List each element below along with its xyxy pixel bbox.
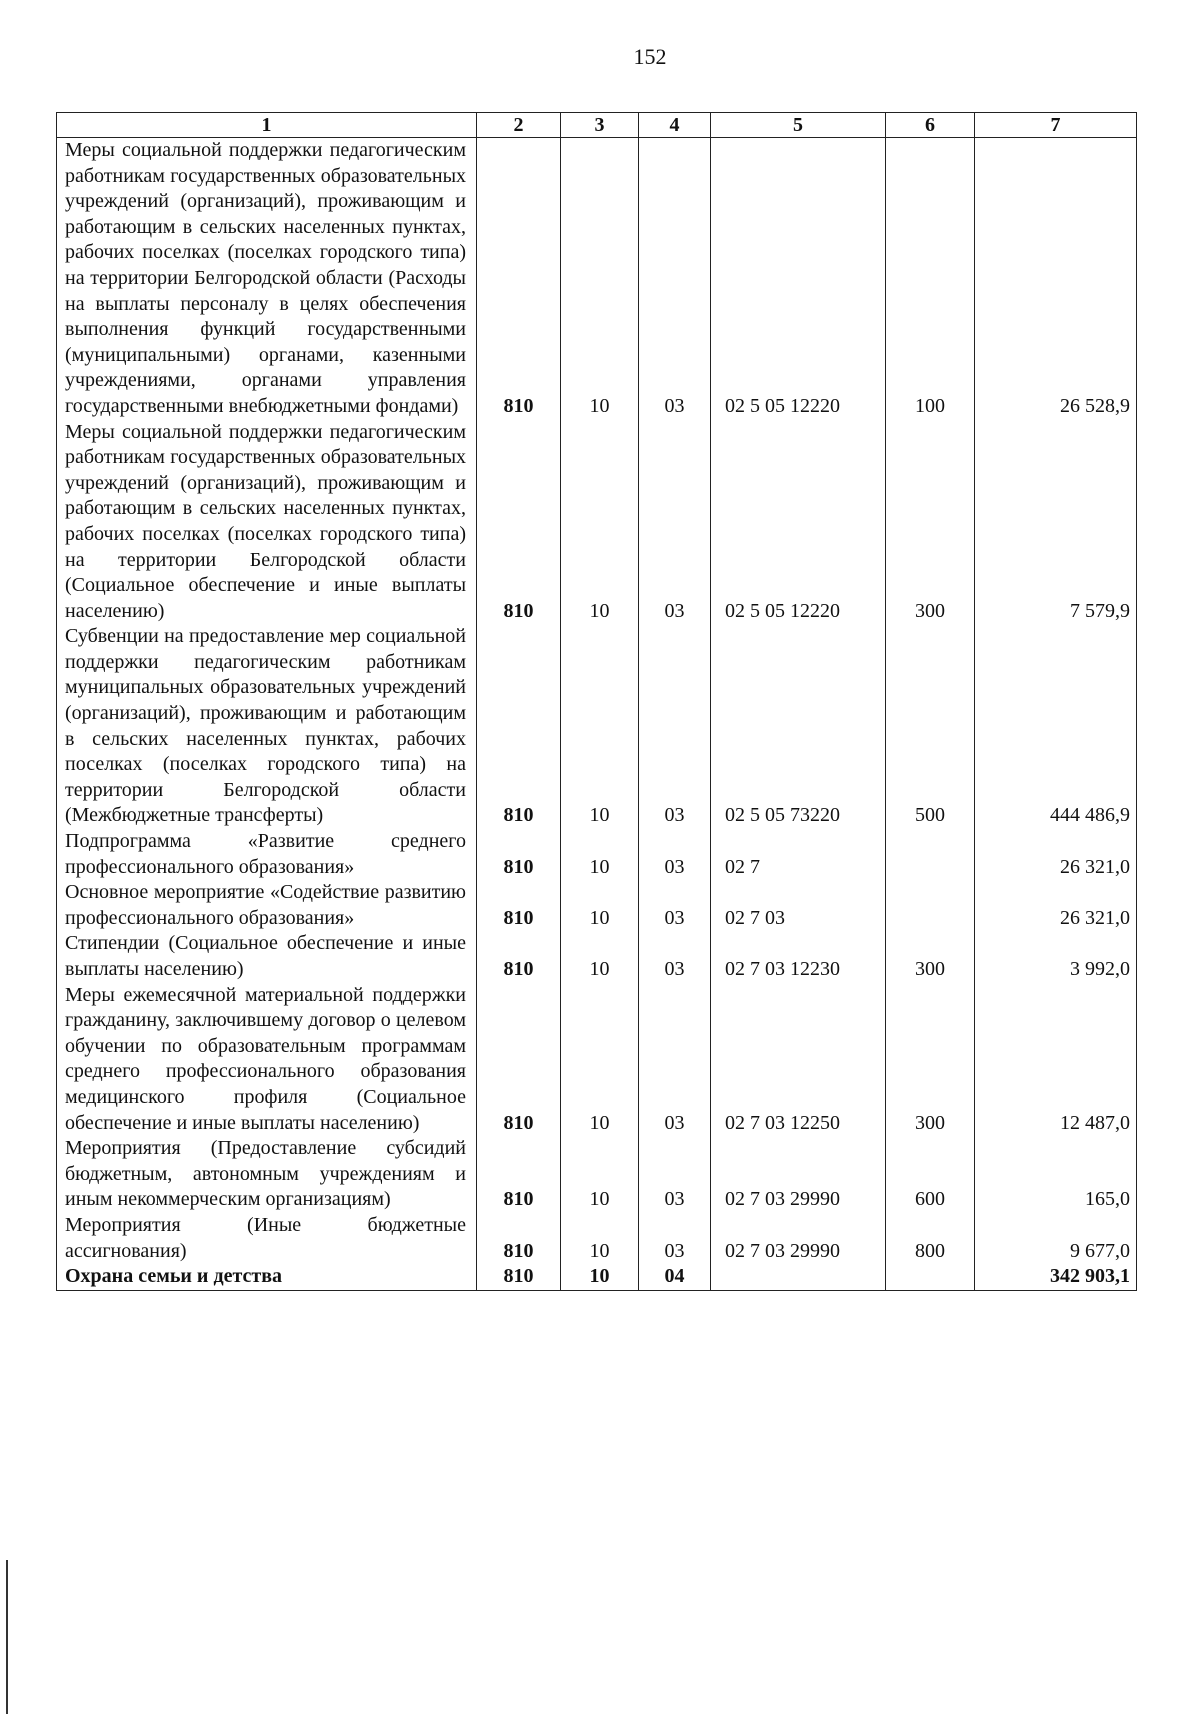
- row-expense-type: [886, 880, 975, 931]
- row-amount: 444 486,9: [975, 624, 1137, 829]
- row-subsection-code: 03: [639, 1213, 711, 1264]
- row-target-article: 02 7 03 29990: [711, 1136, 886, 1213]
- row-subsection-code: 03: [639, 983, 711, 1137]
- table-row: [57, 1213, 1137, 1264]
- row-section-code: 10: [561, 138, 639, 420]
- row-amount: 26 528,9: [975, 138, 1137, 420]
- row-section-code: 10: [561, 880, 639, 931]
- row-name: Субвенции на предоставление мер социальной поддержки педагогическим работникам муниципальных образовательных учреждений (организаций), проживающим и работающим в сельских населенных пунктах, рабочих поселках (поселках городского типа) на территории Белгородской области (Межбюджетные трансферты): [57, 624, 477, 829]
- table-row: [57, 931, 1137, 982]
- row-subsection-code: 03: [639, 1136, 711, 1213]
- row-ministry-code: 810: [477, 931, 561, 982]
- row-ministry-code: 810: [477, 624, 561, 829]
- row-name: Мероприятия (Предоставление субсидий бюджетным, автономным учреждениям и иным некоммерческим организациям): [57, 1136, 477, 1213]
- row-subsection-code: 03: [639, 829, 711, 880]
- row-target-article: 02 7: [711, 829, 886, 880]
- header-col-3: 3: [561, 113, 639, 138]
- table-row: [57, 829, 1137, 880]
- budget-table: [56, 112, 1137, 1291]
- row-ministry-code: 810: [477, 983, 561, 1137]
- row-amount: 7 579,9: [975, 420, 1137, 625]
- row-amount: 342 903,1: [975, 1264, 1137, 1290]
- row-amount: 3 992,0: [975, 931, 1137, 982]
- row-amount: 26 321,0: [975, 829, 1137, 880]
- row-amount: 12 487,0: [975, 983, 1137, 1137]
- table-row: [57, 624, 1137, 829]
- table-row: [57, 138, 1137, 420]
- row-target-article: 02 7 03 29990: [711, 1213, 886, 1264]
- row-name: Мероприятия (Иные бюджетные ассигнования): [57, 1213, 477, 1264]
- row-ministry-code: 810: [477, 829, 561, 880]
- table-row: [57, 420, 1137, 625]
- row-expense-type: 300: [886, 420, 975, 625]
- row-ministry-code: 810: [477, 1136, 561, 1213]
- row-name: Основное мероприятие «Содействие развитию профессионального образования»: [57, 880, 477, 931]
- row-name: Меры социальной поддержки педагогическим работникам государственных образовательных учреждений (организаций), проживающим и работающим в сельских населенных пунктах, рабочих поселках (поселках городского типа) на территории Белгородской области (Социальное обеспечение и иные выплаты населению): [57, 420, 477, 625]
- row-ministry-code: 810: [477, 138, 561, 420]
- row-amount: 26 321,0: [975, 880, 1137, 931]
- row-ministry-code: 810: [477, 1264, 561, 1290]
- row-subsection-code: 03: [639, 138, 711, 420]
- table-row-section-total: [57, 1264, 1137, 1290]
- row-name: Подпрограмма «Развитие среднего профессионального образования»: [57, 829, 477, 880]
- row-expense-type: 300: [886, 983, 975, 1137]
- row-section-code: 10: [561, 1136, 639, 1213]
- scan-edge-line: [6, 1560, 8, 1714]
- row-target-article: 02 7 03: [711, 880, 886, 931]
- header-col-4: 4: [639, 113, 711, 138]
- row-subsection-code: 03: [639, 931, 711, 982]
- row-section-code: 10: [561, 624, 639, 829]
- row-section-code: 10: [561, 931, 639, 982]
- header-col-2: 2: [477, 113, 561, 138]
- header-row: [57, 113, 1137, 138]
- row-target-article: 02 5 05 12220: [711, 138, 886, 420]
- row-section-code: 10: [561, 420, 639, 625]
- row-expense-type: 500: [886, 624, 975, 829]
- row-subsection-code: 03: [639, 624, 711, 829]
- row-ministry-code: 810: [477, 420, 561, 625]
- table-row: [57, 880, 1137, 931]
- row-name: Охрана семьи и детства: [57, 1264, 477, 1290]
- header-col-7: 7: [975, 113, 1137, 138]
- row-target-article: 02 5 05 12220: [711, 420, 886, 625]
- table-row: [57, 983, 1137, 1137]
- row-subsection-code: 03: [639, 420, 711, 625]
- row-expense-type: [886, 829, 975, 880]
- row-target-article: 02 7 03 12230: [711, 931, 886, 982]
- row-name: Стипендии (Социальное обеспечение и иные выплаты населению): [57, 931, 477, 982]
- row-subsection-code: 04: [639, 1264, 711, 1290]
- header-col-5: 5: [711, 113, 886, 138]
- row-section-code: 10: [561, 829, 639, 880]
- row-expense-type: 100: [886, 138, 975, 420]
- row-target-article: 02 7 03 12250: [711, 983, 886, 1137]
- row-section-code: 10: [561, 1264, 639, 1290]
- row-section-code: 10: [561, 983, 639, 1137]
- row-amount: 165,0: [975, 1136, 1137, 1213]
- row-name: Меры ежемесячной материальной поддержки гражданину, заключившему договор о целевом обучении по образовательным программам среднего профессионального образования медицинского профиля (Социальное обеспечение и иные выплаты населению): [57, 983, 477, 1137]
- row-expense-type: 800: [886, 1213, 975, 1264]
- row-expense-type: 300: [886, 931, 975, 982]
- row-amount: 9 677,0: [975, 1213, 1137, 1264]
- row-name: Меры социальной поддержки педагогическим работникам государственных образовательных учреждений (организаций), проживающим и работающим в сельских населенных пунктах, рабочих поселках (поселках городского типа) на территории Белгородской области (Расходы на выплаты персоналу в целях обеспечения выполнения функций государственными (муниципальными) органами, казенными учреждениями, органами управления государственными внебюджетными фондами): [57, 138, 477, 420]
- page-number: 152: [633, 44, 667, 69]
- row-ministry-code: 810: [477, 1213, 561, 1264]
- row-expense-type: [886, 1264, 975, 1290]
- row-expense-type: 600: [886, 1136, 975, 1213]
- header-col-1: 1: [57, 113, 477, 138]
- row-ministry-code: 810: [477, 880, 561, 931]
- table-row: [57, 1136, 1137, 1213]
- row-target-article: 02 5 05 73220: [711, 624, 886, 829]
- row-subsection-code: 03: [639, 880, 711, 931]
- row-section-code: 10: [561, 1213, 639, 1264]
- header-col-6: 6: [886, 113, 975, 138]
- row-target-article: [711, 1264, 886, 1290]
